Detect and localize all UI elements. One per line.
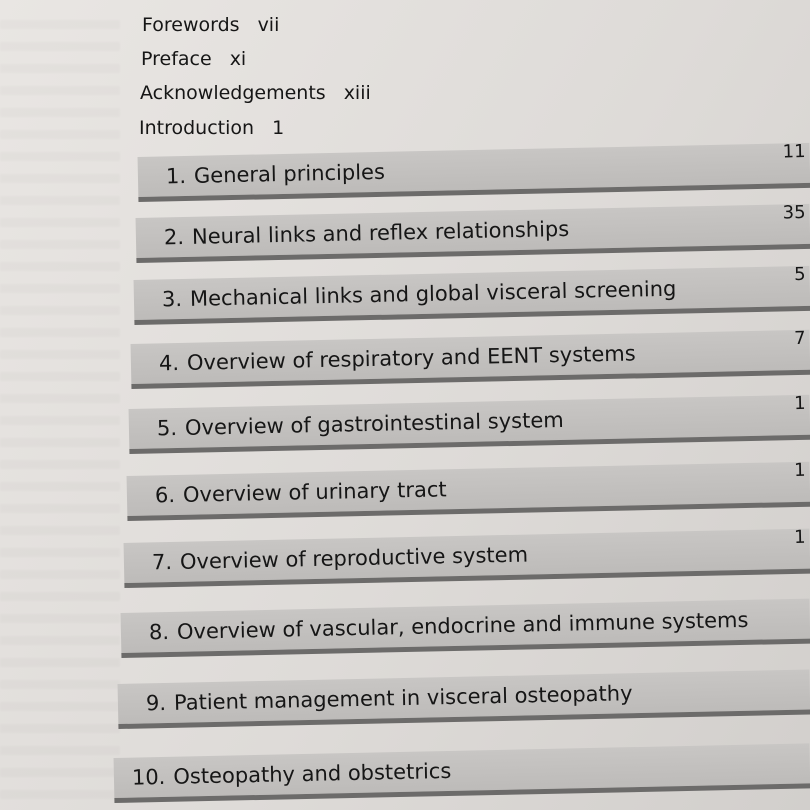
chapter-row [136,201,810,263]
front-matter-item [142,14,279,36]
chapter-page: 1 [793,392,806,415]
chapter-page: 5 [793,263,806,286]
chapter-number: 2. [163,224,185,250]
chapter-name: Overview of gastrointestinal system [184,407,564,440]
chapter-title [155,477,447,507]
chapter-title [162,277,677,312]
chapter-title [146,681,633,715]
front-matter-page: xi [229,48,247,70]
chapter-number: 7. [151,549,173,575]
chapter-name: Overview of respiratory and EENT systems [186,341,636,375]
bleed-through-text [0,20,120,800]
chapter-number: 10. [131,764,166,790]
chapter-name: General principles [193,159,386,188]
chapter-row [134,263,810,325]
chapter-row [127,459,810,521]
chapter-name: Overview of urinary tract [182,477,447,507]
front-matter-item [141,48,246,70]
chapter-name: Patient management in visceral osteopathy [173,681,633,715]
chapter-title [157,408,564,441]
chapter-number: 5. [156,415,178,441]
chapter-row [121,599,810,658]
chapter-title [132,759,452,790]
front-matter-page: vii [257,14,280,36]
front-matter-title: Forewords [142,14,240,36]
chapter-number: 3. [161,286,183,312]
front-matter-item [139,117,284,139]
chapter-number: 4. [158,350,180,376]
chapter-name: Neural links and reflex relationships [191,216,570,249]
front-matter-title: Preface [141,48,212,70]
chapter-title [149,608,749,645]
chapter-number: 9. [145,690,167,716]
chapter-row [118,670,810,729]
chapter-name: Overview of vascular, endocrine and immune systems [176,607,749,644]
front-matter-title: Introduction [139,117,255,139]
chapter-number: 8. [148,619,170,645]
chapter-row [138,143,810,202]
chapter-row [124,526,810,588]
chapter-number: 6. [154,482,176,508]
chapter-page: 7 [793,327,806,350]
chapter-name: Overview of reproductive system [179,542,529,574]
chapter-row [129,392,810,454]
chapter-title [159,341,636,375]
front-matter-item [140,82,371,104]
chapter-name: Osteopathy and obstetrics [173,758,452,789]
chapter-page: 11 [782,141,806,163]
front-matter-page: 1 [272,117,285,139]
chapter-name: Mechanical links and global visceral screening [189,276,677,311]
front-matter-title: Acknowledgements [140,82,326,104]
chapter-row [131,327,810,389]
chapter-title [166,160,385,189]
chapter-page: 1 [793,526,806,548]
chapter-title [152,543,529,575]
chapter-page: 35 [782,201,806,224]
chapter-row [114,743,810,803]
chapter-number: 1. [165,163,187,189]
chapter-title [164,217,570,249]
chapter-page: 1 [793,459,806,482]
front-matter-page: xiii [343,82,371,104]
